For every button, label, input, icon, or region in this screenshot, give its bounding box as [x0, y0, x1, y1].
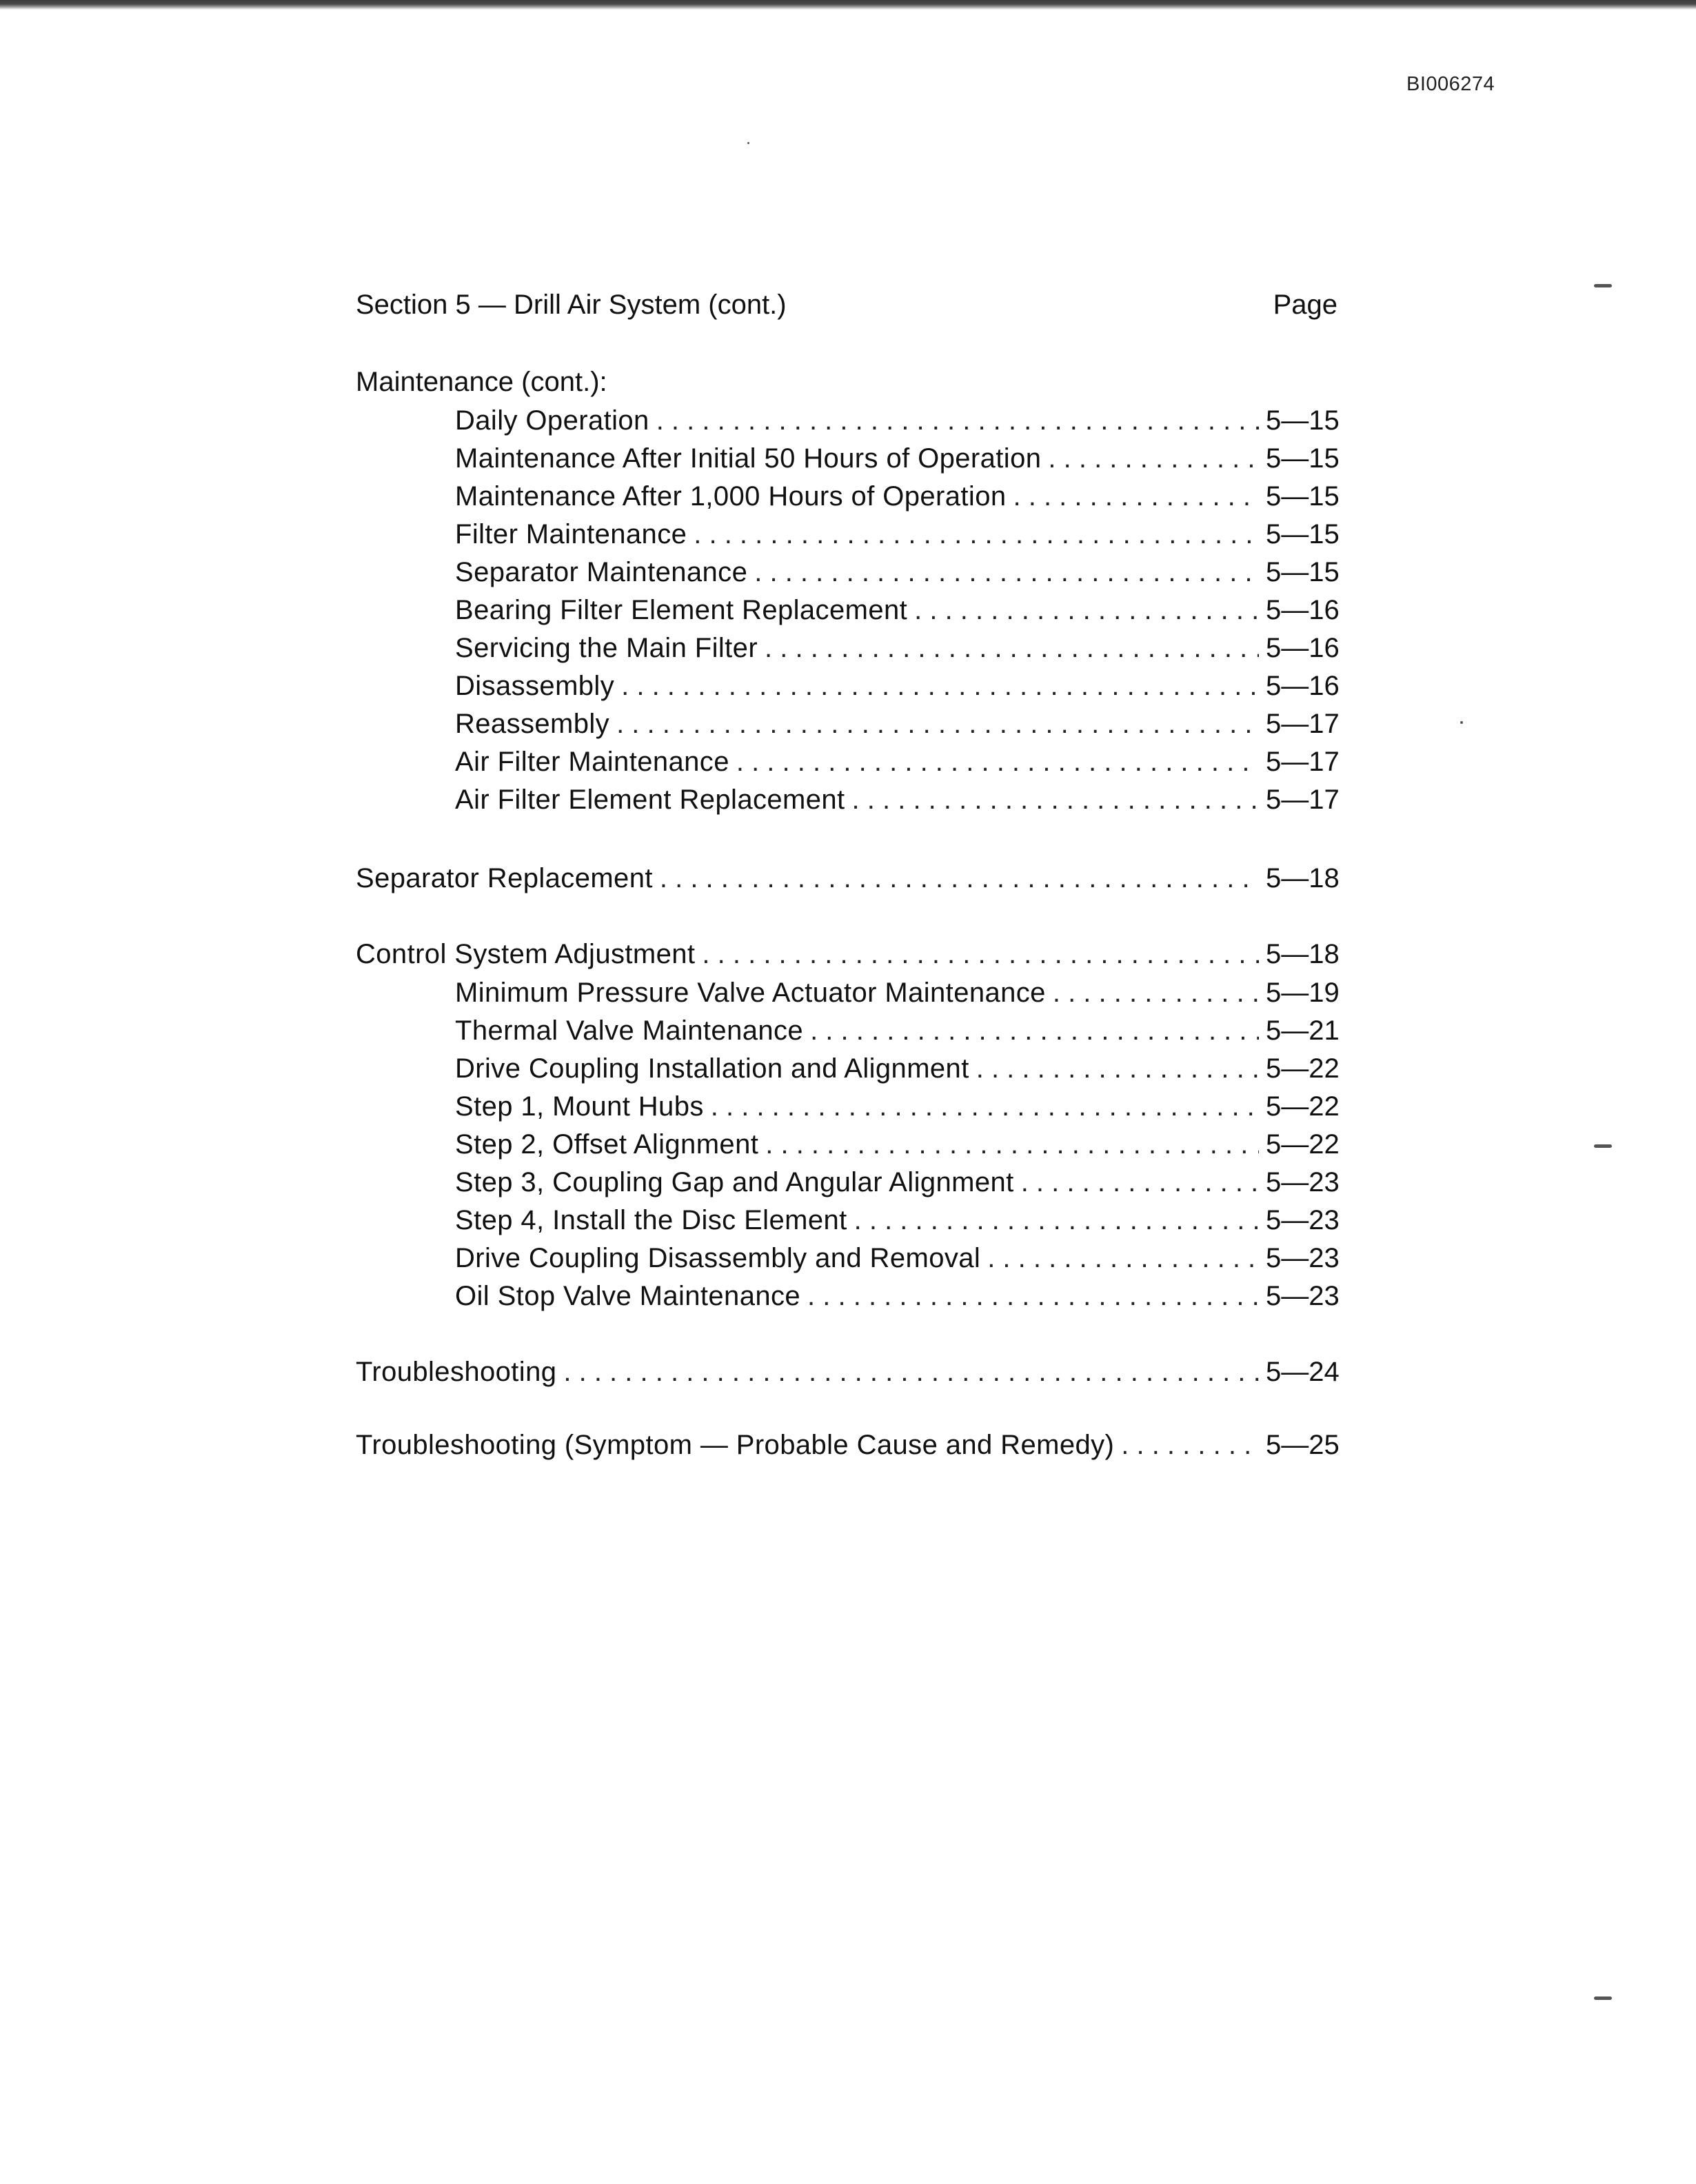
- toc-entry-label: Oil Stop Valve Maintenance: [455, 1281, 801, 1311]
- leader-dots: [736, 742, 1259, 781]
- toc-entry-label: Step 4, Install the Disc Element: [455, 1205, 847, 1235]
- leader-dots: [765, 1125, 1259, 1164]
- toc-entry[interactable]: [455, 1125, 1340, 1164]
- toc-entry-label: Maintenance After 1,000 Hours of Operation: [455, 481, 1007, 512]
- leader-dots: [616, 705, 1259, 743]
- toc-entry-page: 5—16: [1266, 633, 1340, 663]
- leader-dots: [810, 1011, 1259, 1050]
- toc-entry[interactable]: [455, 591, 1340, 629]
- leader-dots: [621, 667, 1259, 705]
- toc-entry-troubleshooting[interactable]: [356, 1353, 1340, 1391]
- toc-entry-label: Minimum Pressure Valve Actuator Maintenance: [455, 978, 1046, 1008]
- toc-entry-label: Servicing the Main Filter: [455, 633, 758, 663]
- leader-dots: [807, 1277, 1259, 1315]
- toc-entry-label: Step 2, Offset Alignment: [455, 1129, 759, 1160]
- leader-dots: [656, 401, 1259, 440]
- toc-entry-label: Control System Adjustment: [356, 939, 696, 969]
- toc-entry-page: 5—16: [1266, 671, 1340, 701]
- scan-speck: [1594, 1996, 1612, 2000]
- toc-entry[interactable]: [455, 705, 1340, 743]
- toc-entry[interactable]: [455, 515, 1340, 554]
- toc-entry-page: 5—18: [1266, 939, 1340, 969]
- toc-entry-page: 5—23: [1266, 1205, 1340, 1235]
- toc-entry-label: Troubleshooting (Symptom — Probable Cause and Remedy): [356, 1430, 1115, 1460]
- toc-entry[interactable]: [455, 629, 1340, 667]
- toc-entry[interactable]: [455, 401, 1340, 440]
- toc-entry-page: 5—23: [1266, 1243, 1340, 1273]
- toc-entry[interactable]: [455, 667, 1340, 705]
- leader-dots: [914, 591, 1259, 629]
- leader-dots: [852, 780, 1259, 819]
- toc-entry-page: 5—15: [1266, 481, 1340, 512]
- toc-entry[interactable]: [455, 477, 1340, 516]
- leader-dots: [765, 629, 1259, 667]
- toc-entry-label: Disassembly: [455, 671, 615, 701]
- toc-entry[interactable]: [455, 1201, 1340, 1240]
- leader-dots: [976, 1049, 1259, 1088]
- toc-entry-page: 5—25: [1266, 1430, 1340, 1460]
- leader-dots: [1121, 1426, 1259, 1464]
- toc-entry-label: Maintenance After Initial 50 Hours of Operation: [455, 443, 1042, 474]
- toc-entry-page: 5—19: [1266, 978, 1340, 1008]
- toc-entry-label: Separator Maintenance: [455, 557, 748, 587]
- toc-entry-label: Filter Maintenance: [455, 519, 687, 549]
- scan-edge: [0, 0, 1696, 10]
- leader-dots: [1053, 973, 1259, 1012]
- leader-dots: [694, 515, 1259, 554]
- toc-entry-page: 5—15: [1266, 557, 1340, 587]
- leader-dots: [987, 1239, 1259, 1277]
- leader-dots: [754, 553, 1259, 592]
- toc-entry-label: Troubleshooting: [356, 1357, 557, 1387]
- toc-entry-label: Step 3, Coupling Gap and Angular Alignment: [455, 1167, 1014, 1197]
- toc-entry-page: 5—18: [1266, 863, 1340, 893]
- toc-entry[interactable]: [455, 742, 1340, 781]
- toc-entry-page: 5—15: [1266, 443, 1340, 474]
- toc-entry-label: Drive Coupling Disassembly and Removal: [455, 1243, 981, 1273]
- toc-entry[interactable]: [455, 973, 1340, 1012]
- toc-entry[interactable]: [455, 780, 1340, 819]
- toc-entry[interactable]: [455, 1087, 1340, 1126]
- toc-entry[interactable]: [455, 439, 1340, 478]
- toc-entry[interactable]: [455, 1163, 1340, 1202]
- toc-entry[interactable]: [455, 1239, 1340, 1277]
- toc-entry-label: Thermal Valve Maintenance: [455, 1015, 804, 1046]
- toc-entry[interactable]: [455, 1277, 1340, 1315]
- toc-entry-label: Reassembly: [455, 709, 610, 739]
- maintenance-heading: Maintenance (cont.):: [356, 367, 607, 397]
- toc-entry-page: 5—22: [1266, 1053, 1340, 1084]
- toc-entry-label: Bearing Filter Element Replacement: [455, 595, 908, 625]
- leader-dots: [563, 1353, 1259, 1391]
- toc-entry-page: 5—17: [1266, 747, 1340, 777]
- toc-entry-page: 5—21: [1266, 1015, 1340, 1046]
- toc-entry-label: Separator Replacement: [356, 863, 653, 893]
- leader-dots: [1048, 439, 1259, 478]
- leader-dots: [660, 859, 1259, 898]
- toc-entry-separator-replacement[interactable]: [356, 859, 1340, 898]
- leader-dots: [711, 1087, 1259, 1126]
- toc-entry-page: 5—16: [1266, 595, 1340, 625]
- leader-dots: [1013, 477, 1260, 516]
- toc-entry[interactable]: [455, 1049, 1340, 1088]
- toc-entry-label: Daily Operation: [455, 405, 649, 436]
- page-column-label: Page: [1273, 290, 1337, 320]
- toc-entry-label: Air Filter Maintenance: [455, 747, 729, 777]
- toc-entry-page: 5—22: [1266, 1091, 1340, 1122]
- toc-entry-troubleshooting-table[interactable]: [356, 1426, 1340, 1464]
- toc-entry-page: 5—23: [1266, 1167, 1340, 1197]
- toc-entry-page: 5—15: [1266, 519, 1340, 549]
- toc-entry-label: Drive Coupling Installation and Alignment: [455, 1053, 969, 1084]
- document-id: BI006274: [1406, 73, 1495, 95]
- toc-entry-page: 5—15: [1266, 405, 1340, 436]
- toc-entry-label: Air Filter Element Replacement: [455, 785, 845, 815]
- toc-entry-page: 5—17: [1266, 709, 1340, 739]
- toc-entry-page: 5—17: [1266, 785, 1340, 815]
- toc-entry-page: 5—24: [1266, 1357, 1340, 1387]
- toc-entry-label: Step 1, Mount Hubs: [455, 1091, 704, 1122]
- section-title: Section 5 — Drill Air System (cont.): [356, 290, 787, 320]
- leader-dots: [854, 1201, 1259, 1240]
- leader-dots: [1021, 1163, 1259, 1202]
- scan-speck: [1594, 284, 1612, 287]
- leader-dots: [702, 935, 1259, 973]
- toc-entry-page: 5—23: [1266, 1281, 1340, 1311]
- scan-speck: [747, 142, 749, 144]
- toc-entry-control-system-adjustment[interactable]: [356, 935, 1340, 973]
- scan-speck: [1460, 721, 1463, 724]
- scan-speck: [1594, 1144, 1612, 1148]
- toc-header: [356, 290, 1337, 331]
- toc-entry[interactable]: [455, 1011, 1340, 1050]
- toc-entry-page: 5—22: [1266, 1129, 1340, 1160]
- toc-entry[interactable]: [455, 553, 1340, 592]
